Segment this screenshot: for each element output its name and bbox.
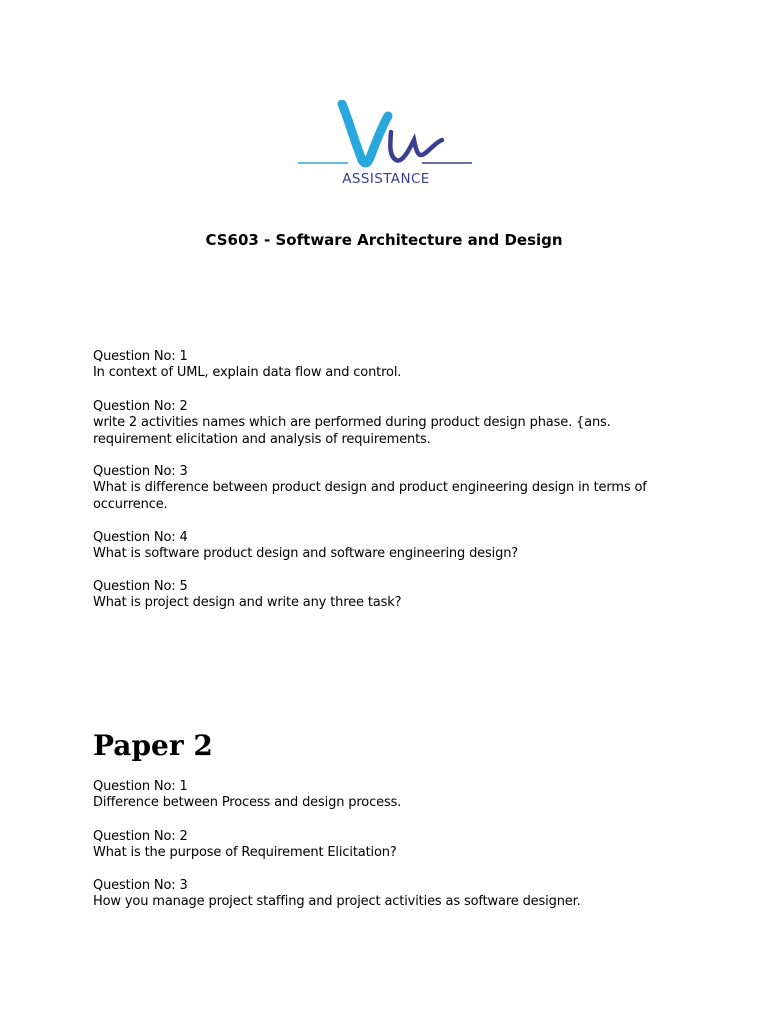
- question-text: What is the purpose of Requirement Elicitation?: [93, 845, 397, 861]
- question-text: requirement elicitation and analysis of requirements.: [93, 431, 431, 447]
- question-text: occurrence.: [93, 496, 168, 512]
- question-label: Question No: 4: [93, 530, 188, 545]
- logo-wordmark: Vu: [296, 100, 298, 101]
- logo-v-stroke: [342, 104, 388, 163]
- question-block: [93, 579, 693, 612]
- question-text: What is software product design and software engineering design?: [93, 546, 519, 562]
- question-block: [93, 399, 693, 448]
- question-label: Question No: 1: [93, 779, 188, 794]
- question-block: [93, 464, 693, 513]
- logo-graphic: [296, 100, 476, 190]
- question-block: [93, 878, 693, 911]
- question-block: [93, 349, 693, 382]
- document-title: CS603 - Software Architecture and Design: [205, 231, 563, 249]
- question-text: Difference between Process and design process.: [93, 795, 402, 811]
- question-label: Question No: 2: [93, 829, 188, 844]
- question-label: Question No: 1: [93, 349, 188, 364]
- question-block: [93, 829, 693, 862]
- question-label: Question No: 5: [93, 579, 188, 594]
- question-label: Question No: 3: [93, 464, 188, 479]
- question-label: Question No: 3: [93, 878, 188, 893]
- question-label: Question No: 2: [93, 399, 188, 414]
- question-text: What is difference between product design and product engineering design in terms of: [93, 480, 647, 496]
- question-text: In context of UML, explain data flow and control.: [93, 365, 402, 381]
- question-text: write 2 activities names which are performed during product design phase. {ans.: [93, 415, 611, 431]
- question-text: What is project design and write any three task?: [93, 595, 402, 611]
- logo-u-stroke: [390, 132, 442, 160]
- paper-2-heading: Paper 2: [93, 729, 213, 762]
- question-block: [93, 530, 693, 563]
- logo-tagline: ASSISTANCE: [342, 171, 430, 187]
- vu-assistance-logo: [296, 100, 476, 190]
- question-text: How you manage project staffing and project activities as software designer.: [93, 894, 581, 910]
- question-block: [93, 779, 693, 812]
